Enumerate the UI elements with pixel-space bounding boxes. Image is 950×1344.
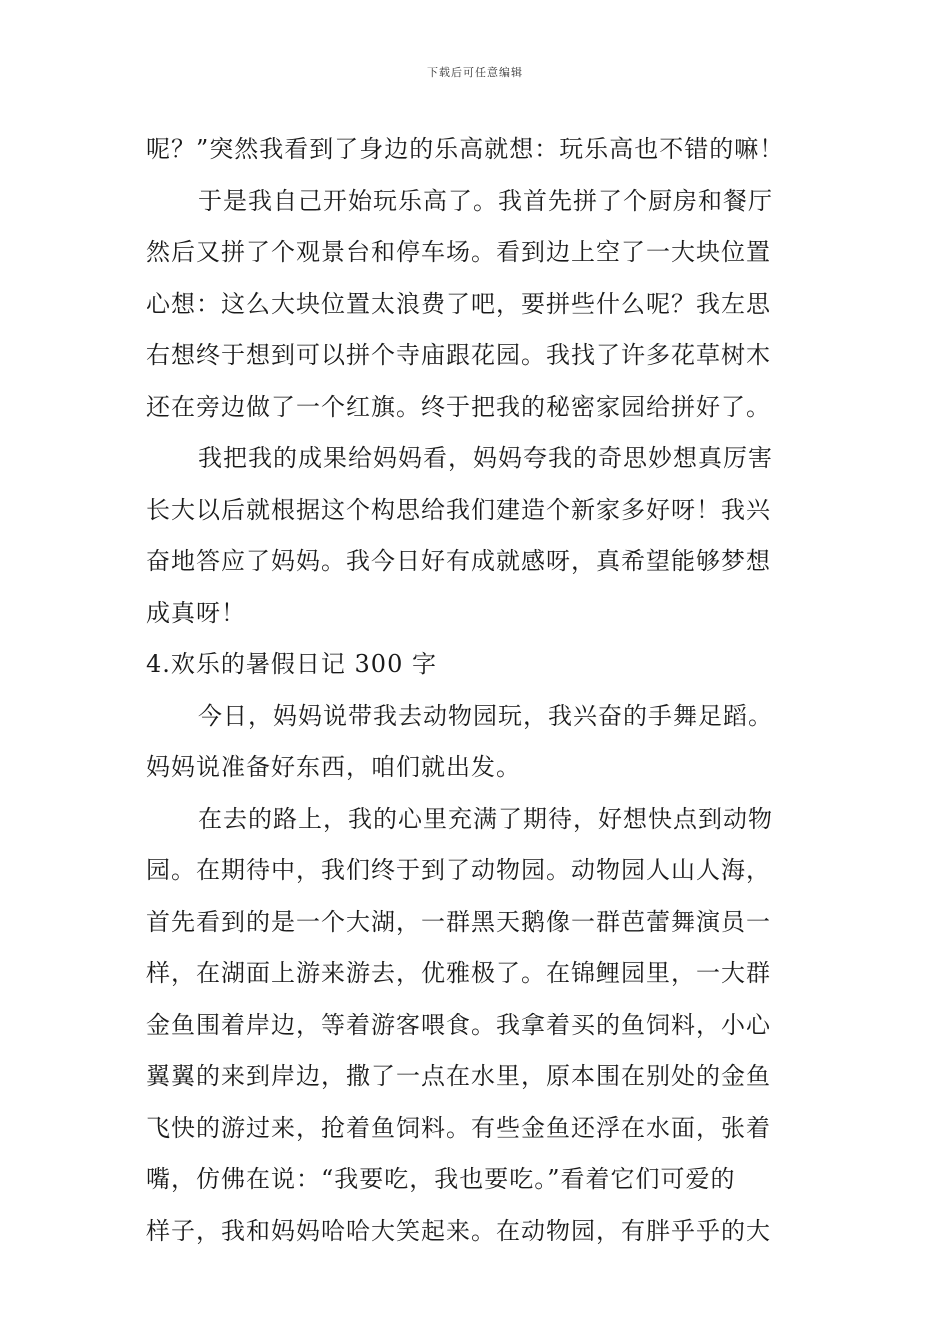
text-line: 心想：这么大块位置太浪费了吧，要拼些什么呢？我左思 [146,289,771,318]
text-line: 样，在湖面上游来游去，优雅极了。在锦鲤园里，一大群 [146,959,771,987]
text-line: 嘴，仿佛在说：“我要吃，我也要吃。”看着它们可爱的 [146,1165,736,1193]
text-line: 今日，妈妈说带我去动物园玩，我兴奋的手舞足蹈。 [198,701,773,730]
text-line: 长大以后就根据这个构思给我们建造个新家多好呀！我兴 [146,495,771,524]
text-line: 园。在期待中，我们终于到了动物园。动物园人山人海， [146,856,771,884]
text-line: 飞快的游过来，抢着鱼饲料。有些金鱼还浮在水面，张着 [146,1113,771,1142]
page-header: 下载后可任意编辑 [427,66,523,79]
text-line: 首先看到的是一个大湖，一群黑天鹅像一群芭蕾舞演员一 [146,907,771,936]
text-line: 成真呀！ [146,598,246,627]
text-line: 4.欢乐的暑假日记 300 字 [146,650,437,678]
text-line: 翼翼的来到岸边，撒了一点在水里，原本围在别处的金鱼 [146,1062,771,1090]
text-line: 于是我自己开始玩乐高了。我首先拼了个厨房和餐厅 [198,186,773,215]
text-line: 我把我的成果给妈妈看，妈妈夸我的奇思妙想真厉害 [198,444,773,472]
text-line: 然后又拼了个观景台和停车场。看到边上空了一大块位置 [146,238,771,266]
text-line: 在去的路上，我的心里充满了期待，好想快点到动物 [198,804,773,833]
text-line: 样子，我和妈妈哈哈大笑起来。在动物园，有胖乎乎的大 [146,1216,771,1245]
body-text [146,124,810,1257]
text-line: 右想终于想到可以拼个寺庙跟花园。我找了许多花草树木 [146,341,771,369]
text-line: 金鱼围着岸边，等着游客喂食。我拿着买的鱼饲料，小心 [146,1010,771,1039]
text-line: 妈妈说准备好东西，咱们就出发。 [146,753,521,781]
text-line: 奋地答应了妈妈。我今日好有成就感呀，真希望能够梦想 [146,547,771,575]
text-line: 还在旁边做了一个红旗。终于把我的秘密家园给拼好了。 [146,392,771,421]
text-line: 呢？”突然我看到了身边的乐高就想：玩乐高也不错的嘛！ [146,135,785,163]
